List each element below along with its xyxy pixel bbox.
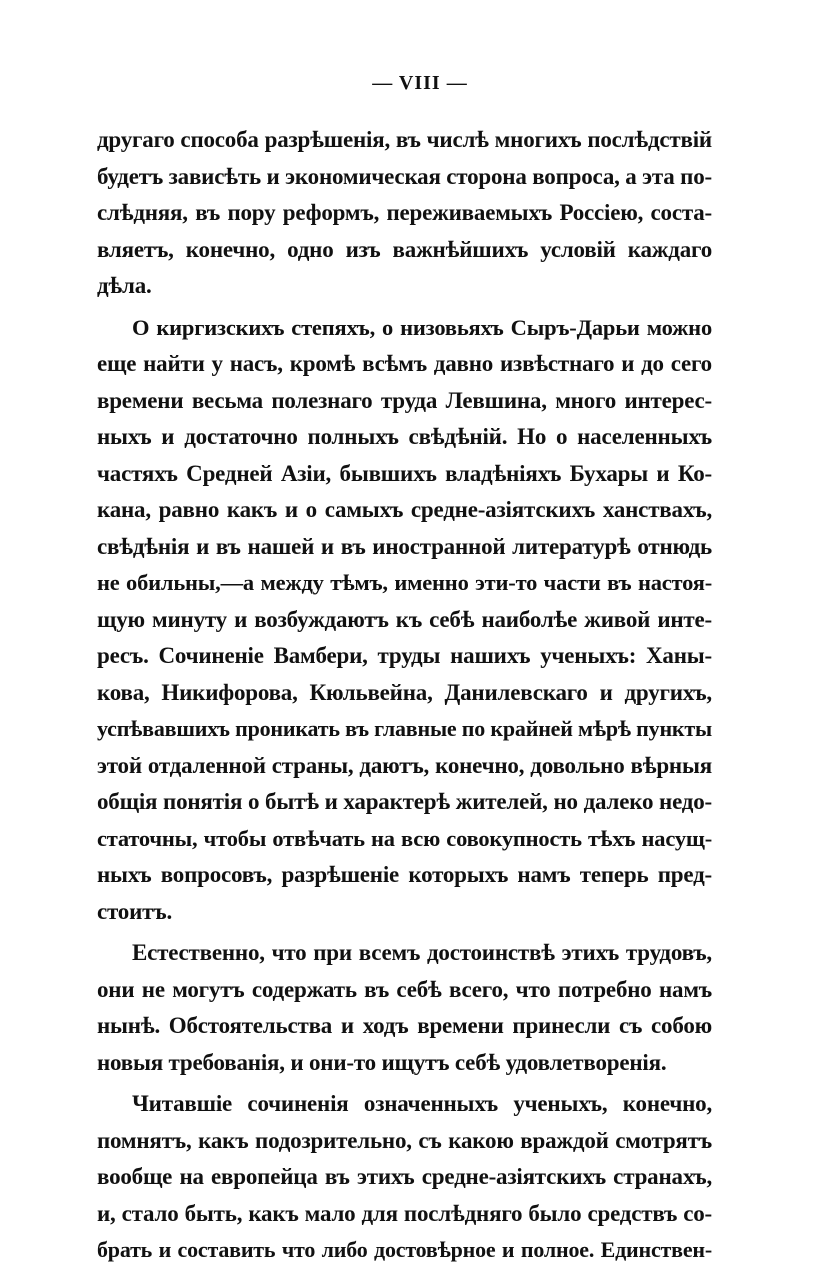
page-number: — VIII — [372, 72, 468, 94]
text-line: еще найти у насъ, кромѣ всѣмъ давно извѣстнаго и до сего [97, 351, 712, 376]
text-line: брать и составить что либо достовѣрное и полное. Единствен- [97, 1237, 712, 1262]
text-line: Читавшіе сочиненія означенныхъ ученыхъ, конечно, [132, 1091, 712, 1116]
text-line: Естественно, что при всемъ достоинствѣ этихъ трудовъ, [132, 940, 712, 965]
text-line: этой отдаленной страны, даютъ, конечно, довольно вѣрныя [97, 752, 712, 778]
text-line: слѣдняя, въ пору реформъ, переживаемыхъ Россіею, соста- [97, 200, 712, 225]
paragraph-3 [97, 935, 712, 1081]
text-line: новыя требованія, и они-то ищутъ себѣ удовлетворенія. [97, 1049, 667, 1075]
text-line: не обильны,—а между тѣмъ, именно эти-то части въ настоя- [97, 570, 712, 595]
paragraph-2 [97, 310, 712, 931]
text-line: ныхъ вопросовъ, разрѣшеніе которыхъ намъ теперь пред- [97, 862, 712, 887]
text-line: ныхъ и достаточно полныхъ свѣдѣній. Но о населенныхъ [97, 424, 712, 449]
text-line: помнятъ, какъ подозрительно, съ какою враждой смотрятъ [97, 1127, 712, 1153]
text-line: вообще на европейца въ этихъ средне-азіятскихъ странахъ, [97, 1164, 712, 1189]
text-line: вляетъ, конечно, одно изъ важнѣйшихъ условій каждаго [97, 236, 712, 262]
text-line: О киргизскихъ степяхъ, о низовьяхъ Сыръ-Дарьи можно [132, 314, 712, 340]
text-line: и, стало быть, какъ мало для послѣдняго было средствъ со- [97, 1200, 712, 1226]
paragraph-4 [97, 1086, 712, 1269]
text-line: дѣла. [97, 273, 152, 298]
text-line: нынѣ. Обстоятельства и ходъ времени принесли съ собою [97, 1013, 712, 1038]
text-line: статочны, чтобы отвѣчать на всю совокупность тѣхъ насущ- [97, 825, 712, 851]
paragraph-1 [97, 122, 712, 305]
text-line: щую минуту и возбуждаютъ къ себѣ наиболѣе живой инте- [97, 606, 712, 632]
text-line: стоитъ. [97, 898, 173, 924]
text-line: общія понятія о бытѣ и характерѣ жителей, но далеко недо- [97, 789, 712, 814]
text-line: успѣвавшихъ проникать въ главные по крайней мѣрѣ пункты [97, 716, 712, 741]
text-line: кана, равно какъ и о самыхъ средне-азіятскихъ ханствахъ, [97, 497, 712, 522]
text-line: они не могутъ содержать въ себѣ всего, что потребно намъ [97, 976, 712, 1002]
text-line: свѣдѣнія и въ нашей и въ иностранной литературѣ отнюдь [97, 533, 712, 559]
text-line: кова, Никифорова, Кюльвейна, Данилевскаго и другихъ, [97, 679, 712, 705]
text-line: времени весьма полезнаго труда Левшина, много интерес- [97, 387, 712, 413]
body-text [97, 122, 712, 1269]
text-line: другаго способа разрѣшенія, въ числѣ многихъ послѣдствій [97, 127, 712, 152]
text-line: частяхъ Средней Азіи, бывшихъ владѣніяхъ Бухары и Ко- [97, 460, 712, 486]
text-line: будетъ зависѣть и экономическая сторона вопроса, а эта по- [97, 163, 712, 189]
text-line: ресъ. Сочиненіе Вамбери, труды нашихъ ученыхъ: Ханы- [97, 643, 712, 668]
